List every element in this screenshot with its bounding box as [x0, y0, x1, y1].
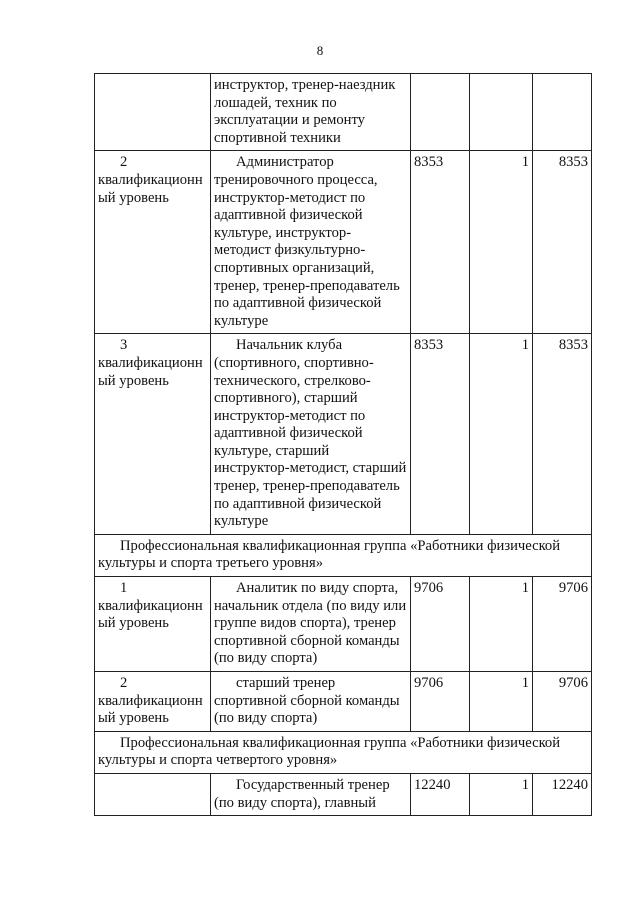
total-cell: 12240 [533, 773, 592, 815]
coefficient-cell: 1 [470, 773, 533, 815]
table-row [95, 773, 592, 815]
table-row [95, 334, 592, 535]
coefficient-cell: 1 [470, 577, 533, 672]
coefficient-cell: 1 [470, 151, 533, 334]
salary-cell: 12240 [411, 773, 470, 815]
level-cell [95, 577, 211, 672]
total-cell: 9706 [533, 672, 592, 732]
page-number: 8 [316, 43, 324, 58]
positions-cell: инструктор, тренер-наездник лошадей, техник по эксплуатации и ремонту спортивной техники [211, 74, 411, 151]
positions-cell: Начальник клуба (спортивного, спортивно-технического, стрелково-спортивного), старший инструктор-методист по адаптивной физической культуре, старший инструктор-методист, старший тренер, тренер-преподаватель по адаптивной физической культуре [211, 334, 411, 535]
level-number: 2 [120, 154, 128, 171]
table-row [95, 151, 592, 334]
positions-cell: Администратор тренировочного процесса, инструктор-методист по адаптивной физической культуре, инструктор-методист физкультурно-спортивных организаций, тренер, тренер-преподаватель по адаптивной физической культуре [211, 151, 411, 334]
level-number: 2 [120, 675, 128, 691]
level-label: квалификационн ый уровень [98, 597, 203, 632]
level-cell [95, 672, 211, 732]
total-cell [533, 74, 592, 151]
coefficient-cell: 1 [470, 334, 533, 535]
table-row [95, 577, 592, 672]
total-cell: 8353 [533, 151, 592, 334]
salary-cell: 9706 [411, 672, 470, 732]
salary-table [94, 73, 592, 816]
salary-cell: 8353 [411, 334, 470, 535]
table-row [95, 672, 592, 732]
level-cell [95, 74, 211, 151]
coefficient-cell [470, 74, 533, 151]
level-label: квалификационн ый уровень [98, 171, 203, 206]
level-label: квалификационн ый уровень [98, 354, 203, 389]
group-header-row [95, 534, 592, 576]
level-cell [95, 773, 211, 815]
salary-cell: 9706 [411, 577, 470, 672]
level-number: 1 [120, 580, 128, 597]
salary-cell [411, 74, 470, 151]
positions-cell: старший тренер спортивной сборной команды (по виду спорта) [211, 672, 411, 732]
group-title: Профессиональная квалификационная группа «Работники физической культуры и спорта четвертого уровня» [95, 731, 592, 773]
salary-cell: 8353 [411, 151, 470, 334]
level-number: 3 [120, 337, 128, 354]
level-cell [95, 151, 211, 334]
positions-cell: Аналитик по виду спорта, начальник отдела (по виду или группе видов спорта), тренер спортивной сборной команды (по виду спорта) [211, 577, 411, 672]
positions-cell: Государственный тренер (по виду спорта), главный [211, 773, 411, 815]
level-label: квалификационн ый уровень [98, 692, 203, 727]
coefficient-cell: 1 [470, 672, 533, 732]
table-row [95, 74, 592, 151]
total-cell: 9706 [533, 577, 592, 672]
level-cell [95, 334, 211, 535]
group-header-row [95, 731, 592, 773]
total-cell: 8353 [533, 334, 592, 535]
group-title: Профессиональная квалификационная группа «Работники физической культуры и спорта третьего уровня» [95, 534, 592, 576]
